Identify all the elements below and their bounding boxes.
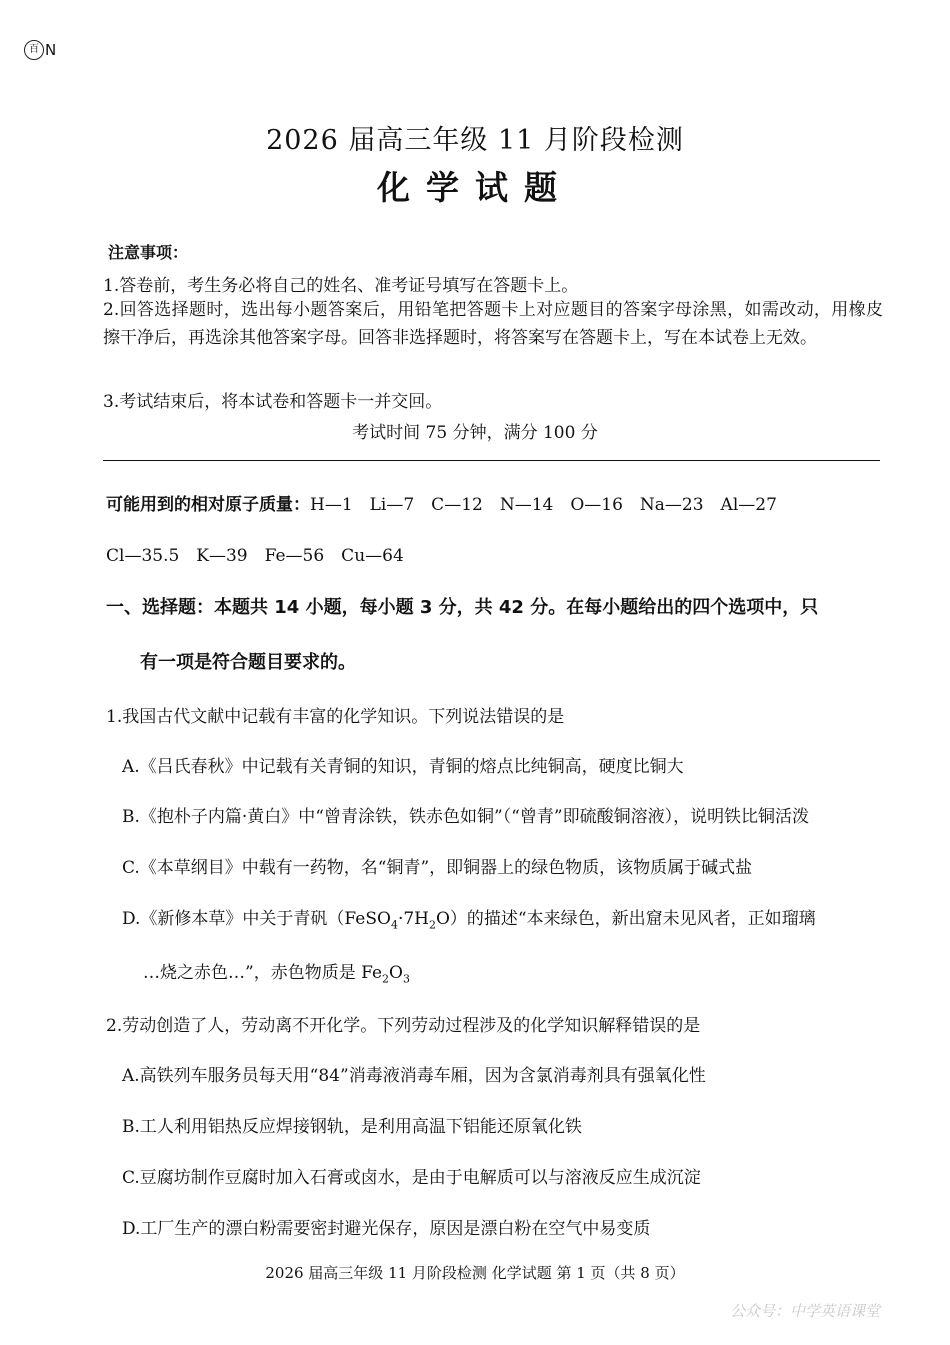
q1-d-text-3: O）的描述“本来绿色，新出窟未见风者，正如瑠璃 — [435, 909, 816, 929]
q1-d-sub-2: 2 — [428, 918, 436, 932]
q1-d-sub-4: 3 — [402, 972, 410, 986]
q1-d-text-5: O — [389, 963, 403, 983]
notice-item-1: 1.答卷前，考生务必将自己的姓名、准考证号填写在答题卡上。 — [103, 276, 579, 296]
exam-title: 2026 届高三年级 11 月阶段检测 — [266, 125, 684, 156]
question-2-option-c: C.豆腐坊制作豆腐时加入石膏或卤水，是由于电解质可以与溶液反应生成沉淀 — [122, 1168, 701, 1188]
publisher-logo — [24, 40, 56, 60]
notice-item-3: 3.考试结束后，将本试卷和答题卡一并交回。 — [103, 392, 443, 412]
q1-d-sub-1: 4 — [390, 918, 398, 932]
page-footer: 2026 届高三年级 11 月阶段检测 化学试题 第 1 页（共 8 页） — [265, 1264, 685, 1282]
watermark: 公众号：中学英语课堂 — [729, 1302, 880, 1320]
question-2-option-a: A.高铁列车服务员每天用“84”消毒液消毒车厢，因为含氯消毒剂具有强氧化性 — [122, 1066, 706, 1086]
section-1-title-line-2: 有一项是符合题目要求的。 — [140, 652, 356, 673]
exam-time: 考试时间 75 分钟，满分 100 分 — [352, 423, 598, 443]
question-1-option-d-line-1 — [122, 904, 816, 931]
question-1-stem: 1.我国古代文献中记载有丰富的化学知识。下列说法错误的是 — [106, 707, 565, 727]
atomic-mass-label: 可能用到的相对原子质量： — [106, 495, 310, 515]
question-1-option-c: C.《本草纲目》中载有一药物，名“铜青”，即铜器上的绿色物质，该物质属于碱式盐 — [122, 858, 753, 878]
notice-item-2-text: 2.回答选择题时，选出每小题答案后，用铅笔把答题卡上对应题目的答案字母涂黑，如需改动，用橡皮擦干净后，再选涂其他答案字母。回答非选择题时，将答案写在答题卡上，写在本试卷上无效。 — [103, 300, 883, 348]
divider — [103, 460, 880, 461]
question-2-option-d: D.工厂生产的漂白粉需要密封避光保存，原因是漂白粉在空气中易变质 — [122, 1219, 651, 1239]
subject-title: 化学试题 — [377, 168, 573, 207]
question-1-option-a: A.《吕氏春秋》中记载有关青铜的知识，青铜的熔点比纯铜高，硬度比铜大 — [122, 757, 684, 777]
atomic-mass-values-1: H—1 Li—7 C—12 N—14 O—16 Na—23 Al—27 — [310, 495, 777, 515]
q1-d-sub-3: 2 — [382, 972, 390, 986]
question-2-stem: 2.劳动创造了人，劳动离不开化学。下列劳动过程涉及的化学知识解释错误的是 — [106, 1016, 701, 1036]
question-2-option-b: B.工人利用铝热反应焊接钢轨，是利用高温下铝能还原氧化铁 — [122, 1117, 582, 1137]
atomic-mass-line-2: Cl—35.5 K—39 Fe—56 Cu—64 — [106, 546, 404, 566]
atomic-mass-line-1 — [106, 490, 777, 515]
q1-d-text-2: ·7H — [397, 909, 429, 929]
notice-heading: 注意事项： — [108, 243, 189, 262]
logo-mark: 百 — [24, 40, 44, 60]
section-1-title-line-1: 一、选择题：本题共 14 小题，每小题 3 分，共 42 分。在每小题给出的四个选项中，只 — [106, 597, 819, 618]
question-1-option-d-line-2 — [143, 958, 410, 985]
q1-d-text-1: D.《新修本草》中关于青矾（FeSO — [122, 909, 391, 929]
question-1-option-b: B.《抱朴子内篇·黄白》中“曾青涂铁，铁赤色如铜”（“曾青”即硫酸铜溶液），说明铁比铜活泼 — [122, 807, 810, 827]
logo-letter: N — [45, 41, 57, 59]
q1-d-text-4: …烧之赤色…”，赤色物质是 Fe — [143, 963, 383, 983]
notice-item-2 — [103, 296, 883, 352]
